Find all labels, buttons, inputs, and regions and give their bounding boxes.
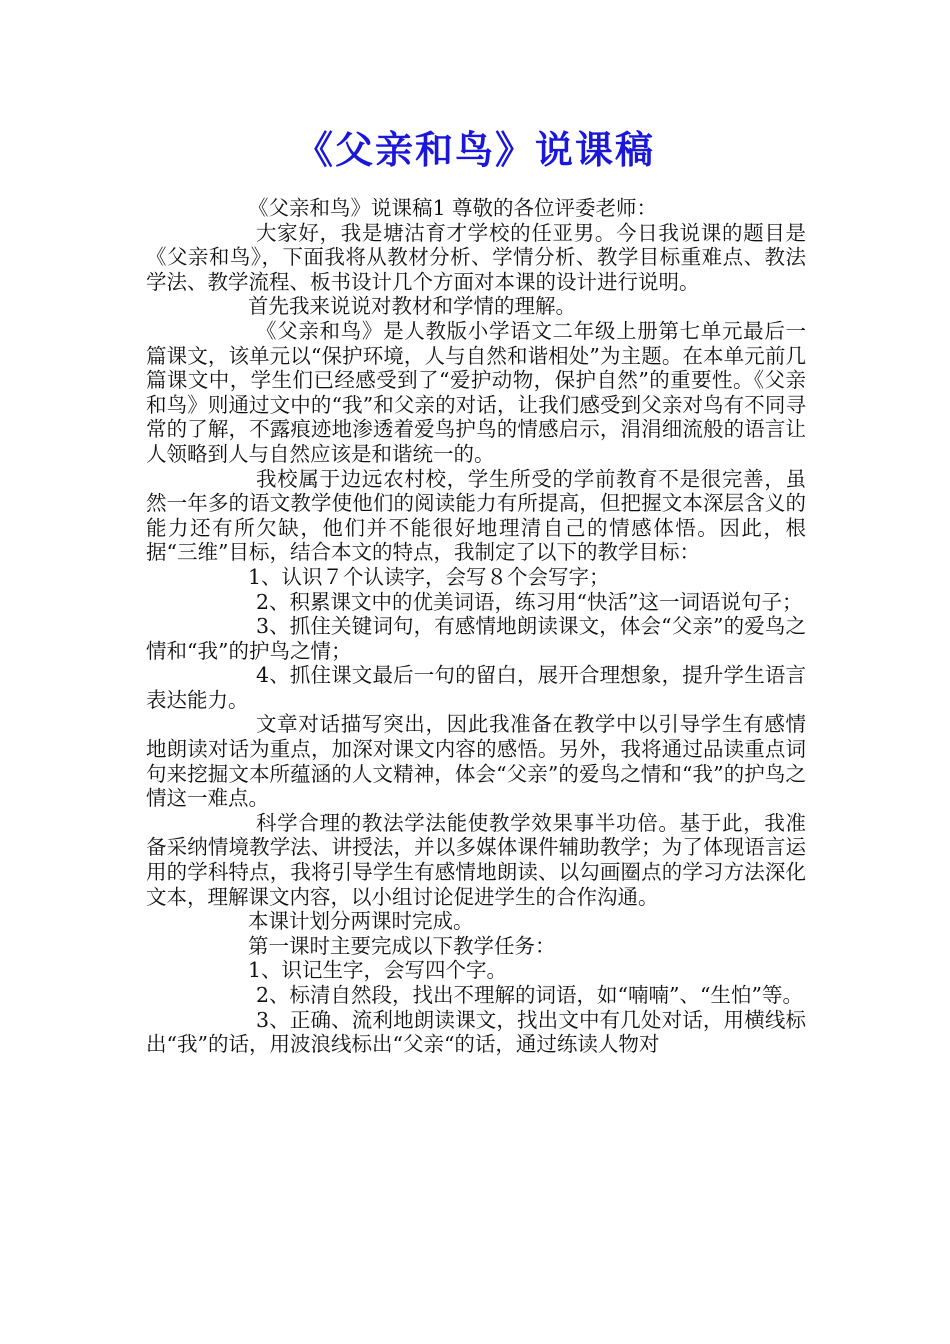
paragraph-schedule: 本课计划分两课时完成。 <box>248 909 474 934</box>
paragraph-first-lesson: 第一课时主要完成以下教学任务： <box>248 933 556 958</box>
task-item-3: 3、正确、流利地朗读课文，找出文中有几处对话，用横线标出“我”的话，用波浪线标出“父亲“的话，通过练读人物对 <box>146 1007 806 1057</box>
paragraph-key-points: 文章对话描写突出，因此我准备在教学中以引导学生有感情地朗读对话为重点，加深对课文内容的感悟。另外，我将通过品读重点词句来挖掘文本所蕴涵的人文精神，体会“父亲”的爱鸟之情和“我”的护鸟之情这一难点。 <box>146 712 806 811</box>
goal-item-3: 3、抓住关键词句，有感情地朗读课文，体会“父亲”的爱鸟之情和“我”的护鸟之情； <box>146 614 806 663</box>
document-body <box>146 196 806 1057</box>
paragraph-greeting: 大家好，我是塘沽育才学校的任亚男。今日我说课的题目是《父亲和鸟》，下面我将从教材分析、学情分析、教学目标重难点、教法学法、教学流程、板书设计几个方面对本课的设计进行说明。 <box>146 220 806 294</box>
paragraph-student-analysis: 我校属于边远农村校，学生所受的学前教育不是很完善，虽然一年多的语文教学使他们的阅读能力有所提高，但把握文本深层含义的能力还有所欠缺，他们并不能很好地理清自己的情感体悟。因此，根据“三维”目标，结合本文的特点，我制定了以下的教学目标： <box>146 466 806 565</box>
task-item-2: 2、标清自然段，找出不理解的词语，如“喃喃”、“生怕”等。 <box>256 983 803 1007</box>
paragraph-intro: 首先我来说说对教材和学情的理解。 <box>248 294 576 319</box>
goal-item-2: 2、积累课文中的优美词语，练习用“快活”这一词语说句子； <box>256 589 803 614</box>
paragraph-methods: 科学合理的教法学法能使教学效果事半功倍。基于此，我准备采纳情境教学法、讲授法，并以多媒体课件辅助教学；为了体现语言运用的学科特点，我将引导学生有感情地朗读、以勾画圈点的学习方法深化文本，理解课文内容，以小组讨论促进学生的合作沟通。 <box>146 810 806 909</box>
document-title: 《父亲和鸟》说课稿 <box>294 128 655 172</box>
task-item-1: 1、识记生字，会写四个字。 <box>248 958 508 983</box>
paragraph-textbook-analysis: 《父亲和鸟》是人教版小学语文二年级上册第七单元最后一篇课文，该单元以“保护环境，人与自然和谐相处”为主题。在本单元前几篇课文中，学生们已经感受到了“爱护动物，保护自然”的重要性。《父亲和鸟》则通过文中的“我”和父亲的对话，让我们感受到父亲对鸟有不同寻常的了解，不露痕迹地渗透着爱鸟护鸟的情感启示，涓涓细流般的语言让人领略到人与自然应该是和谐统一的。 <box>146 318 806 466</box>
paragraph-opening: 《父亲和鸟》说课稿1 尊敬的各位评委老师： <box>248 196 658 220</box>
goal-item-1: 1、认识７个认读字，会写８个会写字； <box>248 564 610 589</box>
goal-item-4: 4、抓住课文最后一句的留白，展开合理想象，提升学生语言表达能力。 <box>146 663 806 712</box>
